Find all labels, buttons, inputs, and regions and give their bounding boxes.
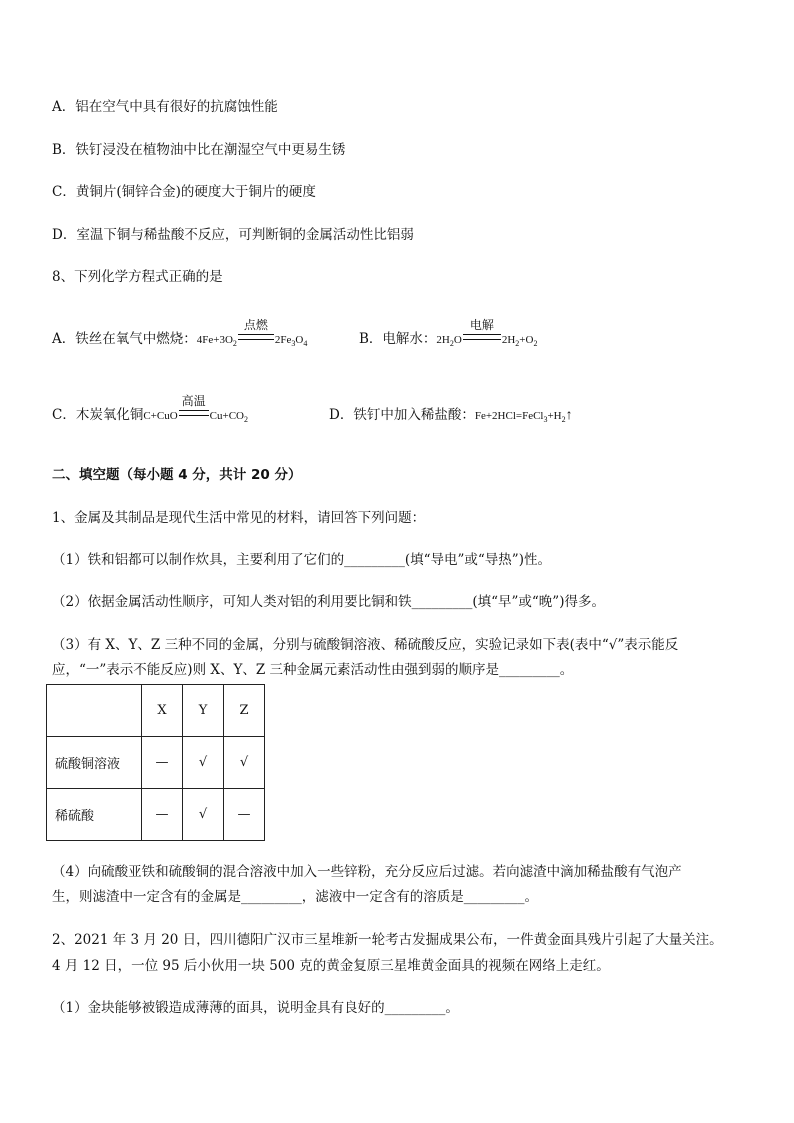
q8-d-label: D．铁钉中加入稀盐酸： xyxy=(329,407,475,423)
q8-c-equation: C+CuO 高温 $Cu+CO_2$ xyxy=(143,394,248,424)
q1-part3-line1: （3）有 X、Y、Z 三种不同的金属，分别与硫酸铜溶液、稀硫酸反应，实验记录如下表(表中“√”表示能反 xyxy=(52,637,679,653)
table-row xyxy=(47,737,265,789)
q8-a-equation: $4Fe+3O_2$ 点燃 $2Fe_3O_4$ xyxy=(196,318,308,348)
q7-option-b: B．铁钉浸没在植物油中比在潮湿空气中更易生锈 xyxy=(52,142,346,158)
table-cell: — xyxy=(142,789,183,841)
table-cell: √ xyxy=(183,789,224,841)
q1-part4-line2: 生，则滤渣中一定含有的金属是_________，滤液中一定含有的溶质是_________。 xyxy=(52,889,538,905)
table-cell: — xyxy=(142,737,183,789)
q1-part1: （1）铁和铝都可以制作炊具，主要利用了它们的_________(填“导电”或“导热”)性。 xyxy=(52,552,551,568)
table-cell: — xyxy=(224,789,265,841)
q8-b-condition: 电解 xyxy=(463,330,501,350)
q8-option-c xyxy=(52,394,248,430)
table-row xyxy=(47,789,265,841)
q8-a-label: A．铁丝在氧气中燃烧： xyxy=(52,331,197,347)
q8-option-b xyxy=(359,318,538,354)
q7-option-d: D．室温下铜与稀盐酸不反应，可判断铜的金属活动性比铝弱 xyxy=(52,227,414,243)
q8-b-label: B．电解水： xyxy=(359,331,437,347)
q8-option-a xyxy=(52,318,308,354)
table-cell: √ xyxy=(183,737,224,789)
q8-b-equation: $2H_2O$ 电解 $2H_2+O_2$ xyxy=(436,318,538,348)
section-title: 二、填空题（每小题 4 分，共计 20 分） xyxy=(52,467,302,483)
q7-option-a: A．铝在空气中具有很好的抗腐蚀性能 xyxy=(52,99,278,115)
table-header-cell: Z xyxy=(224,685,265,737)
q2-stem-line2: 4 月 12 日，一位 95 后小伙用一块 500 克的黄金复原三星堆黄金面具的视频在网络上走红。 xyxy=(52,958,610,974)
q1-part3-line2: 应，“一”表示不能反应)则 X、Y、Z 三种金属元素活动性由强到弱的顺序是_________。 xyxy=(52,662,574,678)
q8-a-condition: 点燃 xyxy=(238,330,274,350)
q1-stem: 1、金属及其制品是现代生活中常见的材料，请回答下列问题： xyxy=(52,510,426,526)
table-cell: √ xyxy=(224,737,265,789)
q8-c-label: C．木炭氧化铜 xyxy=(52,407,144,423)
q8-d-equation: $Fe+2HCl=FeCl_3+H_2↑$ xyxy=(474,408,573,424)
q1-part2: （2）依据金属活动性顺序，可知人类对铝的利用要比铜和铁_________(填“早”或“晚”)得多。 xyxy=(52,594,605,610)
q2-part1: （1）金块能够被锻造成薄薄的面具，说明金具有良好的_________。 xyxy=(52,1000,459,1016)
q8-c-condition: 高温 xyxy=(179,406,209,426)
table-header-cell xyxy=(47,685,142,737)
q1-part4-line1: （4）向硫酸亚铁和硫酸铜的混合溶液中加入一些锌粉，充分反应后过滤。若向滤渣中滴加稀盐酸有气泡产 xyxy=(52,864,682,880)
table-header-cell: Y xyxy=(183,685,224,737)
table-row-label: 硫酸铜溶液 xyxy=(47,737,142,789)
table-row-label: 稀硫酸 xyxy=(47,789,142,841)
experiment-table xyxy=(46,684,265,841)
q2-stem-line1: 2、2021 年 3 月 20 日，四川德阳广汉市三星堆新一轮考古发掘成果公布，一件黄金面具残片引起了大量关注。 xyxy=(52,932,723,948)
q8-option-d xyxy=(329,405,573,430)
q8-stem: 8、下列化学方程式正确的是 xyxy=(52,269,223,285)
q7-option-c: C．黄铜片(铜锌合金)的硬度大于铜片的硬度 xyxy=(52,184,316,200)
table-header-row xyxy=(47,685,265,737)
table-header-cell: X xyxy=(142,685,183,737)
